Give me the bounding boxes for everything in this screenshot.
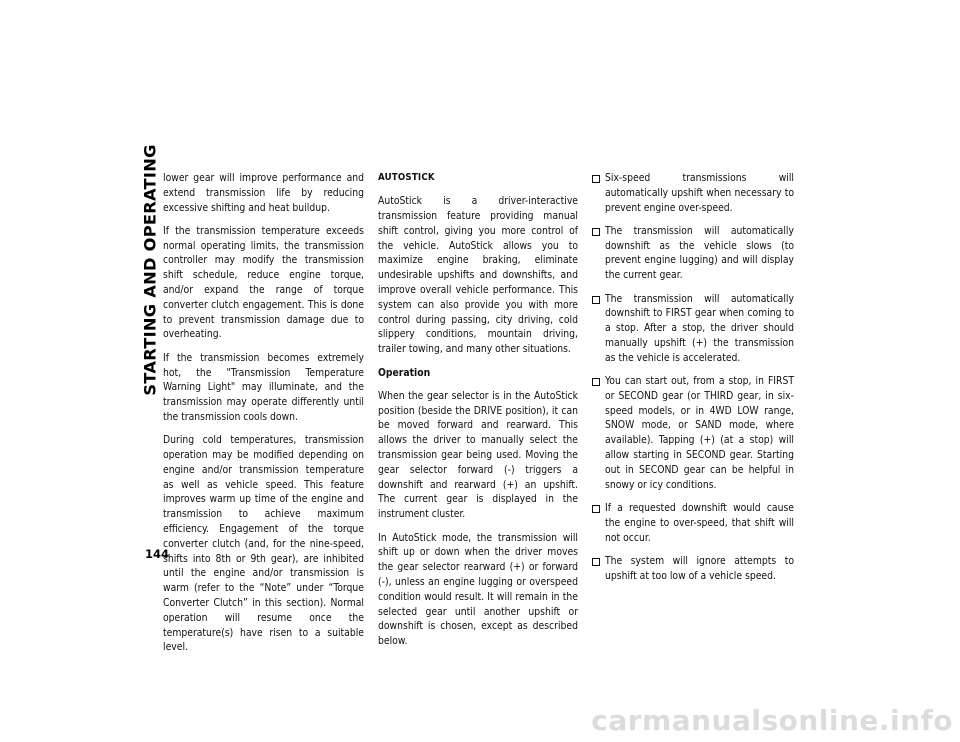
list-item <box>592 554 794 584</box>
checkbox-bullet-icon <box>592 505 600 513</box>
paragraph: During cold temperatures, transmission operation may be modified depending on engine and/or transmission temperature as well as vehicle speed. This feature improves warm up time of the engine and transmission to achieve maximum efficiency. Engagement of the torque converter clutch (and, for the nine-speed, shifts into 8th or 9th gear), are inhibited until the engine and/or transmission is warm (refer to the “Note” under “Torque Converter Clutch” in this section). Normal operation will resume once the temperature(s) have risen to a suitable level. <box>163 434 364 654</box>
column-left <box>163 171 364 664</box>
list-item-text: You can start out, from a stop, in FIRST or SECOND gear (or THIRD gear, in six-speed models, or in 4WD LOW range, SNOW mode, or SAND mode, where available). Tapping (+) (at a stop) will allow starting in SECOND gear. Starting out in SECOND gear can be helpful in snowy or icy conditions. <box>605 375 794 491</box>
page-number: 144 <box>145 547 170 561</box>
checkbox-bullet-icon <box>592 378 600 386</box>
paragraph: AutoStick is a driver-interactive transmission feature providing manual shift control, giving you more control of the vehicle. AutoStick allows you to maximize engine braking, eliminate undesirable upshifts and downshifts, and improve overall vehicle performance. This system can also provide you with more control during passing, city driving, cold slippery conditions, mountain driving, trailer towing, and many other situations. <box>378 195 578 356</box>
checkbox-bullet-icon <box>592 228 600 236</box>
watermark: carmanualsonline.info <box>591 704 953 737</box>
list-item-text: The system will ignore attempts to upshift at too low of a vehicle speed. <box>605 554 794 582</box>
paragraph: If the transmission temperature exceeds normal operating limits, the transmission controller may modify the transmission shift schedule, reduce engine torque, and/or expand the range of torque converter clutch engagement. This is done to prevent transmission damage due to overheating. <box>163 224 364 341</box>
list-item-text: Six-speed transmissions will automatically upshift when necessary to prevent engine over-speed. <box>605 172 794 214</box>
subsection-heading: Operation <box>378 366 431 379</box>
list-item <box>592 171 794 215</box>
list-item-text: The transmission will automatically downshift to FIRST gear when coming to a stop. After a stop, the driver should manually upshift (+) the transmission as the vehicle is accelerated. <box>605 292 794 364</box>
list-item <box>592 292 794 366</box>
checkbox-bullet-icon <box>592 558 600 566</box>
checkbox-bullet-icon <box>592 175 600 183</box>
list-item-text: If a requested downshift would cause the engine to over-speed, that shift will not occur. <box>605 501 794 544</box>
section-tab-label: STARTING AND OPERATING <box>140 144 160 396</box>
paragraph: If the transmission becomes extremely hot, the "Transmission Temperature Warning Light" may illuminate, and the transmission may operate differently until the transmission cools down. <box>163 351 364 423</box>
section-heading: AUTOSTICK <box>378 172 435 183</box>
column-middle <box>378 171 578 657</box>
list-item-text: The transmission will automatically downshift as the vehicle slows (to prevent engine lugging) and will display the current gear. <box>605 224 794 282</box>
list-item <box>592 224 794 283</box>
paragraph: When the gear selector is in the AutoStick position (beside the DRIVE position), it can be moved forward and rearward. This allows the driver to manually select the transmission gear being used. Moving the gear selector forward (-) triggers a downshift and rearward (+) an upshift. The current gear is displayed in the instrument cluster. <box>378 389 578 521</box>
column-right <box>592 171 794 592</box>
paragraph: lower gear will improve performance and extend transmission life by reducing excessive shifting and heat buildup. <box>163 172 364 214</box>
section-tab <box>140 144 160 396</box>
list-item <box>592 374 794 492</box>
list-item <box>592 501 794 545</box>
checkbox-bullet-icon <box>592 296 600 304</box>
paragraph: In AutoStick mode, the transmission will shift up or down when the driver moves the gear selector rearward (+) or forward (-), unless an engine lugging or overspeed condition would result. It will remain in the selected gear until another upshift or downshift is chosen, except as described below. <box>378 531 578 648</box>
